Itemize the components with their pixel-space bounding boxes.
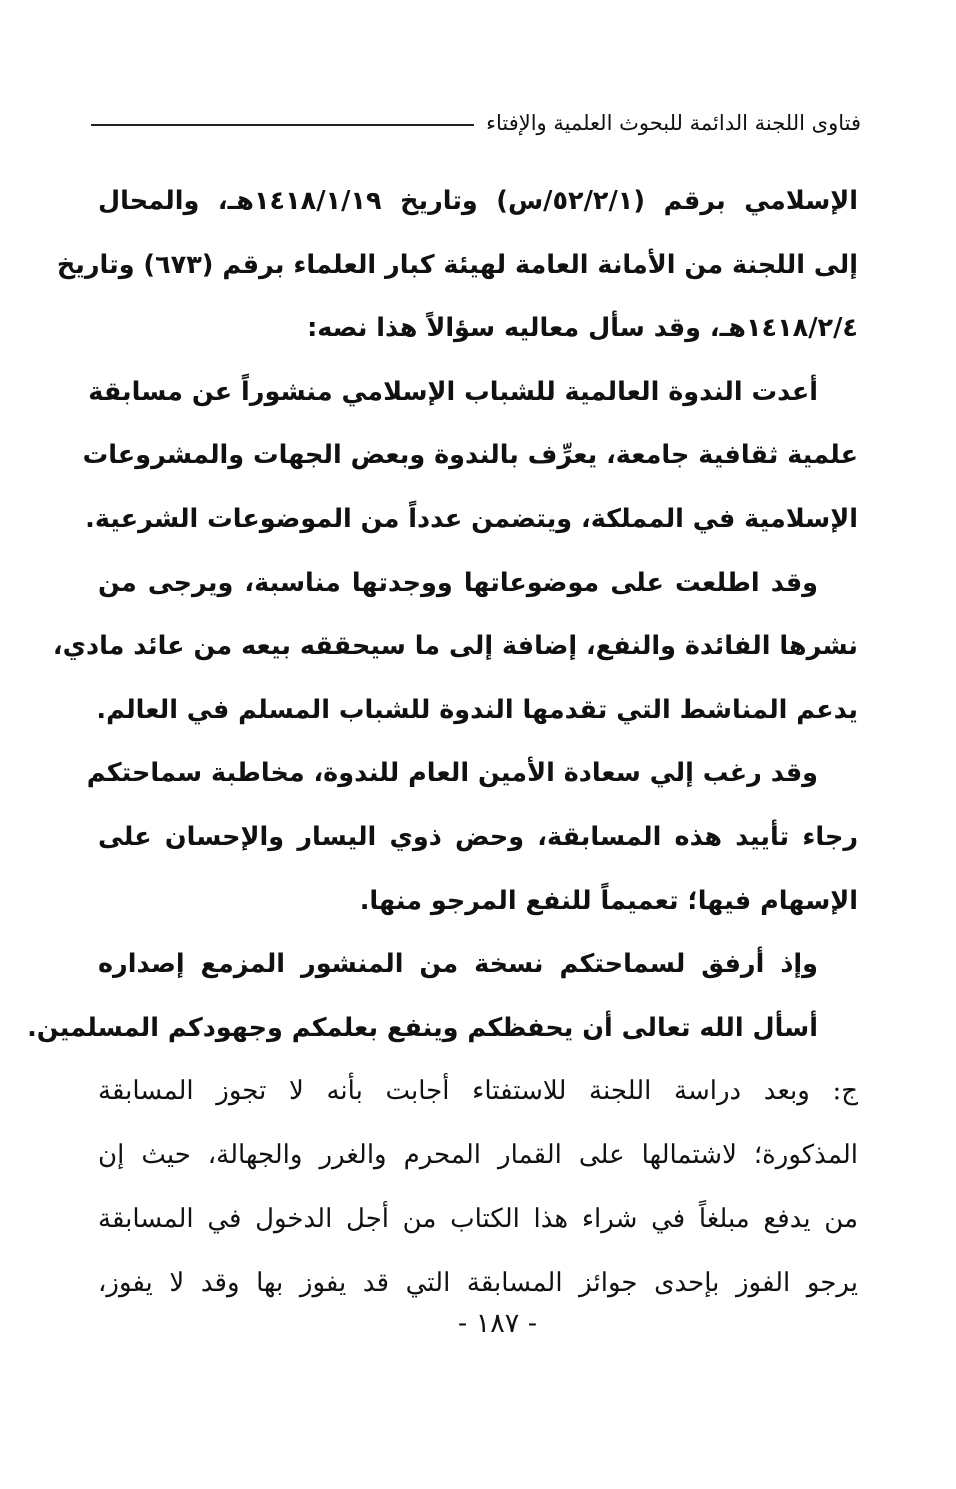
text-line: الإسلامية في المملكة، ويتضمن عدداً من الموضوعات الشرعية. — [85, 503, 858, 534]
running-header — [91, 105, 861, 141]
answer-line: يرجو الفوز بإحدى جوائز المسابقة التي قد يفوز بها وقد لا يفوز، — [98, 1267, 858, 1298]
text-line: وإذ أرفق لسماحتكم نسخة من المنشور المزمع إصداره — [98, 949, 818, 980]
answer-line: من يدفع مبلغاً في شراء هذا الكتاب من أجل الدخول في المسابقة — [98, 1203, 858, 1234]
text-line: أعدت الندوة العالمية للشباب الإسلامي منشوراً عن مسابقة — [88, 376, 818, 407]
text-line: رجاء تأييد هذه المسابقة، وحض ذوي اليسار والإحسان على — [98, 821, 858, 852]
text-line: علمية ثقافية جامعة، يعرِّف بالندوة وبعض الجهات والمشروعات — [82, 440, 858, 471]
answer-line: ج: وبعد دراسة اللجنة للاستفتاء أجابت بأنه لا تجوز المسابقة — [98, 1076, 858, 1107]
text-line: وقد رغب إلي سعادة الأمين العام للندوة، مخاطبة سماحتكم — [86, 758, 818, 789]
answer-line: المذكورة؛ لاشتمالها على القمار المحرم والغرر والجهالة، حيث إن — [98, 1140, 858, 1171]
text-line: وقد اطلعت على موضوعاتها ووجدتها مناسبة، ويرجى من — [98, 567, 818, 598]
page-number: - ١٨٧ - — [458, 1308, 537, 1339]
text-line: الإسلامي برقم (٥٢/٢/١/س) وتاريخ ١٤١٨/١/١٩هـ، والمحال — [98, 186, 859, 216]
text-line: يدعم المناشط التي تقدمها الندوة للشباب المسلم في العالم. — [96, 694, 858, 725]
text-line: نشرها الفائدة والنفع، إضافة إلى ما سيحققه بيعه من عائد مادي، — [52, 631, 858, 662]
text-line: أسأل الله تعالى أن يحفظكم وينفع بعلمكم وجهودكم المسلمين. — [27, 1012, 818, 1043]
text-line: الإسهام فيها؛ تعميماً للنفع المرجو منها. — [359, 885, 858, 916]
text-line: إلى اللجنة من الأمانة العامة لهيئة كبار العلماء برقم (٦٧٣) وتاريخ — [56, 249, 858, 280]
body-text — [27, 170, 859, 1316]
header-rule — [91, 124, 474, 126]
text-line: ١٤١٨/٢/٤هـ، وقد سأل معاليه سؤالاً هذا نصه: — [307, 313, 858, 344]
running-header-title: فتاوى اللجنة الدائمة للبحوث العلمية والإفتاء — [486, 111, 861, 135]
